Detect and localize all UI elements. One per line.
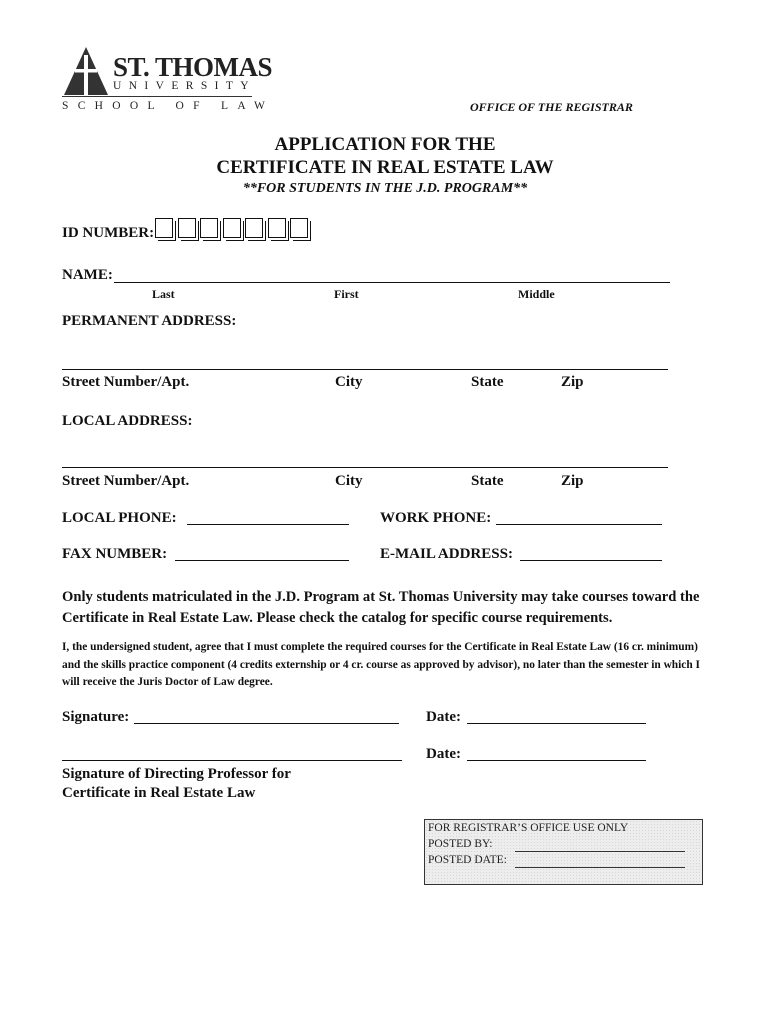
professor-signature-caption-line1: Signature of Directing Professor for	[62, 766, 291, 782]
signature-label: Signature:	[62, 709, 130, 725]
form-subtitle: **FOR STUDENTS IN THE J.D. PROGRAM**	[242, 181, 528, 196]
local-phone-label: LOCAL PHONE:	[62, 510, 177, 526]
name-middle-caption: Middle	[518, 287, 555, 301]
logo-divider	[62, 96, 252, 97]
id-number-digit-box[interactable]	[223, 218, 241, 238]
form-title-line2: CERTIFICATE IN REAL ESTATE LAW	[216, 157, 554, 178]
id-number-digit-box[interactable]	[245, 218, 263, 238]
posted-by-field[interactable]	[515, 851, 685, 852]
id-number-digit-box[interactable]	[178, 218, 196, 238]
work-phone-label: WORK PHONE:	[380, 510, 492, 526]
name-first-caption: First	[334, 287, 359, 301]
permanent-state-caption: State	[471, 374, 504, 390]
local-zip-caption: Zip	[561, 473, 584, 489]
logo-school: SCHOOL OF LAW	[62, 100, 275, 112]
name-label: NAME:	[62, 267, 113, 283]
university-logo-icon	[62, 45, 110, 97]
logo-university: UNIVERSITY	[113, 80, 256, 92]
email-address-label: E-MAIL ADDRESS:	[380, 546, 513, 562]
signature-date-label: Date:	[426, 709, 461, 725]
form-title-line1: APPLICATION FOR THE	[274, 134, 496, 155]
eligibility-notice: Only students matriculated in the J.D. Program at St. Thomas University may take courses toward the Certificate in Real Estate Law. Please check the catalog for specific course requirements.	[62, 589, 700, 626]
posted-by-label: POSTED BY:	[428, 838, 493, 850]
logo-name: ST. THOMAS	[113, 52, 273, 82]
local-street-caption: Street Number/Apt.	[62, 473, 190, 489]
id-number-digit-box[interactable]	[268, 218, 286, 238]
fax-number-label: FAX NUMBER:	[62, 546, 168, 562]
permanent-address-label: PERMANENT ADDRESS:	[62, 313, 237, 329]
name-last-caption: Last	[152, 287, 175, 301]
posted-date-field[interactable]	[515, 867, 685, 868]
signature-date-field[interactable]	[467, 723, 646, 724]
local-address-field[interactable]	[62, 467, 668, 468]
local-city-caption: City	[335, 473, 363, 489]
id-number-digit-box[interactable]	[200, 218, 218, 238]
id-number-label: ID NUMBER:	[62, 225, 155, 241]
fax-number-field[interactable]	[175, 560, 349, 561]
student-signature-field[interactable]	[134, 723, 399, 724]
agreement-text: I, the undersigned student, agree that I must complete the required courses for the Certificate in Real Estate Law (16 cr. minimum) and the skills practice component (4 credits externship or 4 cr. course as approved by advisor), no later than the semester in which I will receive the Juris Doctor of Law degree.	[62, 641, 700, 688]
office-heading: OFFICE OF THE REGISTRAR	[470, 100, 633, 114]
permanent-city-caption: City	[335, 374, 363, 390]
posted-date-label: POSTED DATE:	[428, 854, 507, 866]
professor-signature-field[interactable]	[62, 760, 402, 761]
registrar-use-box	[424, 819, 703, 885]
local-phone-field[interactable]	[187, 524, 349, 525]
id-number-digit-box[interactable]	[290, 218, 308, 238]
permanent-street-caption: Street Number/Apt.	[62, 374, 190, 390]
permanent-zip-caption: Zip	[561, 374, 584, 390]
permanent-address-field[interactable]	[62, 369, 668, 370]
id-number-digit-box[interactable]	[155, 218, 173, 238]
local-state-caption: State	[471, 473, 504, 489]
local-address-label: LOCAL ADDRESS:	[62, 413, 193, 429]
professor-date-label: Date:	[426, 746, 461, 762]
name-field[interactable]	[114, 282, 670, 283]
professor-date-field[interactable]	[467, 760, 646, 761]
professor-signature-caption-line2: Certificate in Real Estate Law	[62, 785, 256, 801]
registrar-box-heading: FOR REGISTRAR’S OFFICE USE ONLY	[428, 822, 629, 834]
email-address-field[interactable]	[520, 560, 662, 561]
work-phone-field[interactable]	[496, 524, 662, 525]
